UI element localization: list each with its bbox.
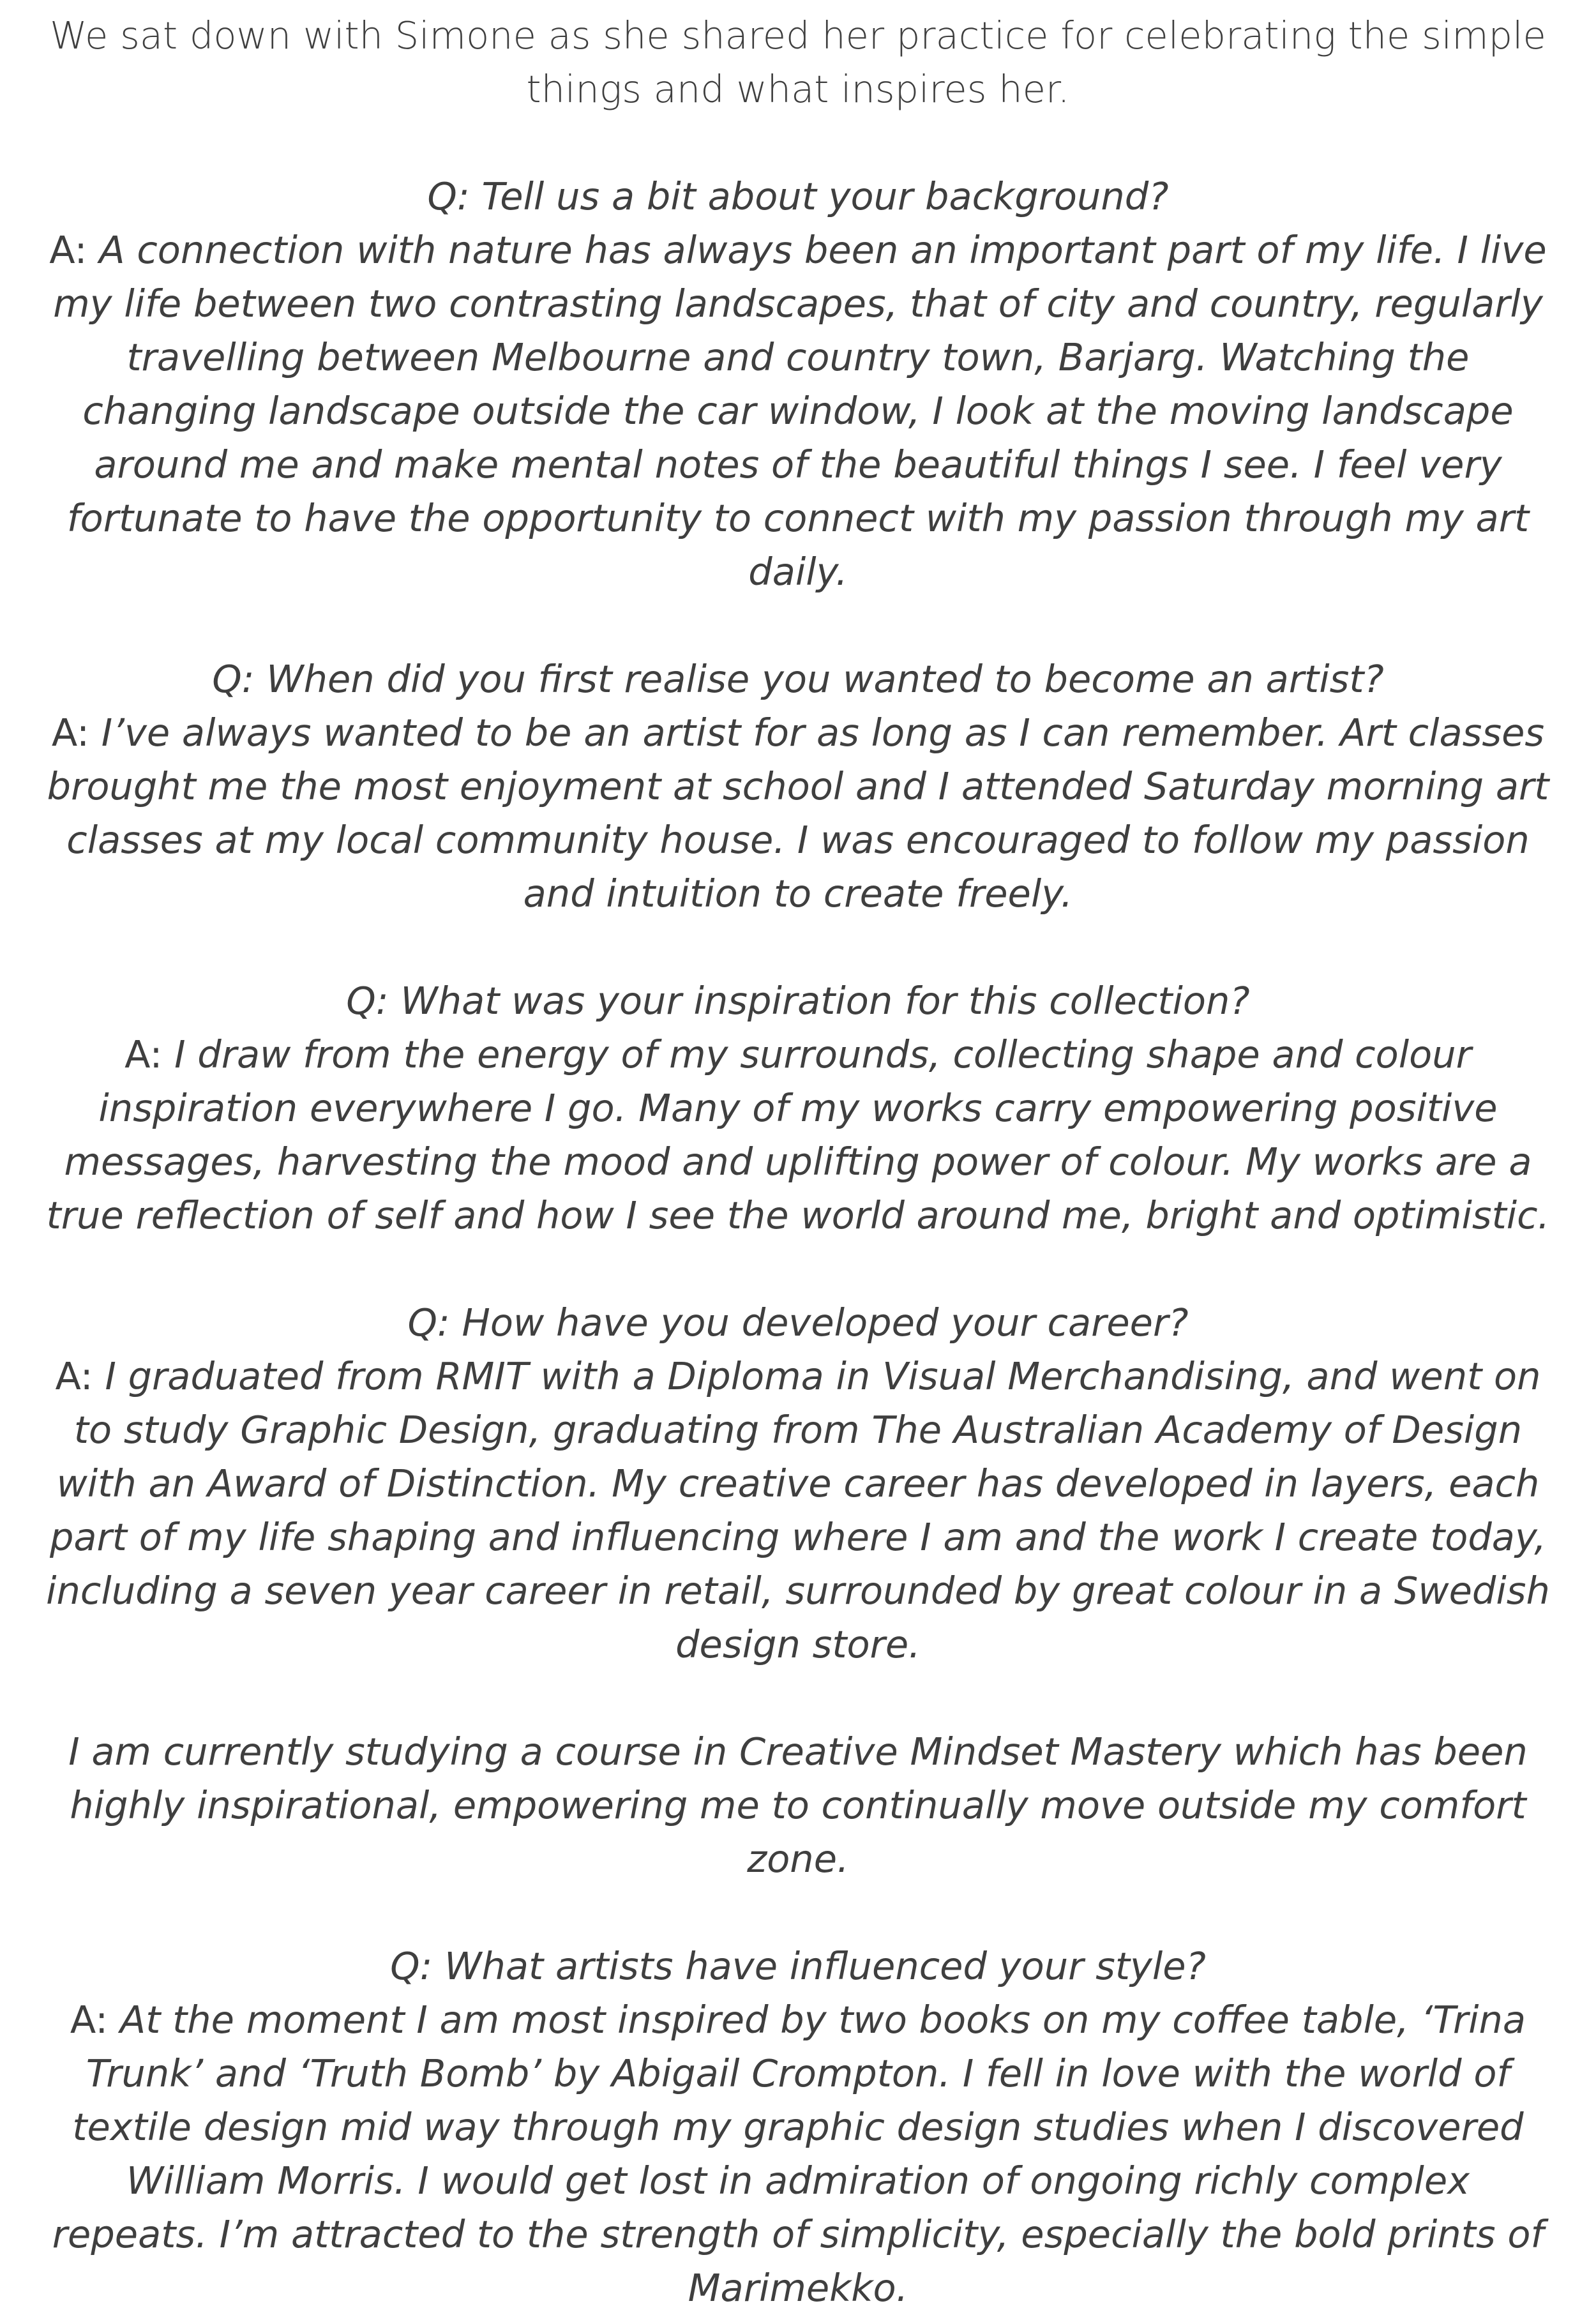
answer-become-artist (45, 706, 1551, 921)
qa-become-artist (45, 652, 1551, 921)
qa-influences (45, 1940, 1551, 2315)
question-background: Q: Tell us a bit about your background? (427, 174, 1169, 218)
question-become-artist: Q: When did you first realise you wanted to become an artist? (212, 657, 1384, 701)
answer-label: A: (70, 1998, 109, 2042)
qa-background (45, 170, 1551, 599)
answer-background (45, 223, 1551, 599)
answer-label: A: (49, 228, 87, 272)
question-influences: Q: What artists have influenced your style? (390, 1944, 1206, 1988)
career-followup-paragraph: I am currently studying a course in Creative Mindset Mastery which has been highly inspirational, empowering me to continually move outside my comfort zone. (68, 1730, 1528, 1881)
answer-text: A connection with nature has always been an important part of my life. I live my life between two contrasting landscapes, that of city and country, regularly travelling between Melbourne and country town, Barjarg. Watching the changing landscape outside the car window, I look at the moving landscape around me and make mental notes of the beautiful things I see. I feel very fortunate to have the opportunity to connect with my passion through my art daily. (53, 228, 1547, 594)
answer-label: A: (55, 1354, 93, 1398)
answer-label: A: (124, 1032, 163, 1076)
qa-career (45, 1296, 1551, 1671)
answer-text: I’ve always wanted to be an artist for as long as I can remember. Art classes brought me the most enjoyment at school and I attended Saturday morning art classes at my local community house. I was encouraged to follow my passion and intuition to create freely. (47, 711, 1549, 916)
answer-text: I draw from the energy of my surrounds, collecting shape and colour inspiration everywhere I go. Many of my works carry empowering positive messages, harvesting the mood and uplifting power of colour. My works are a true reflection of self and how I see the world around me, bright and optimistic. (46, 1032, 1550, 1237)
intro-paragraph: We sat down with Simone as she shared her practice for celebrating the simple things and what inspires her. (50, 13, 1546, 111)
question-inspiration: Q: What was your inspiration for this collection? (346, 979, 1250, 1023)
answer-text: I graduated from RMIT with a Diploma in Visual Merchandising, and went on to study Graphic Design, graduating from The Australian Academy of Design with an Award of Distinction. My creative career has developed in layers, each part of my life shaping and influencing where I am and the work I create today, including a seven year career in retail, surrounded by great colour in a Swedish design store. (46, 1354, 1550, 1666)
answer-influences (45, 1993, 1551, 2315)
question-career: Q: How have you developed your career? (407, 1301, 1189, 1345)
answer-text: At the moment I am most inspired by two books on my coffee table, ‘Trina Trunk’ and ‘Truth Bomb’ by Abigail Crompton. I fell in love with the world of textile design mid way through my graphic design studies when I discovered William Morris. I would get lost in admiration of ongoing richly complex repeats. I’m attracted to the strength of simplicity, especially the bold prints of Marimekko. (52, 1998, 1544, 2310)
answer-inspiration (45, 1028, 1551, 1242)
qa-inspiration (45, 974, 1551, 1242)
answer-career (45, 1350, 1551, 1671)
answer-label: A: (51, 711, 90, 755)
